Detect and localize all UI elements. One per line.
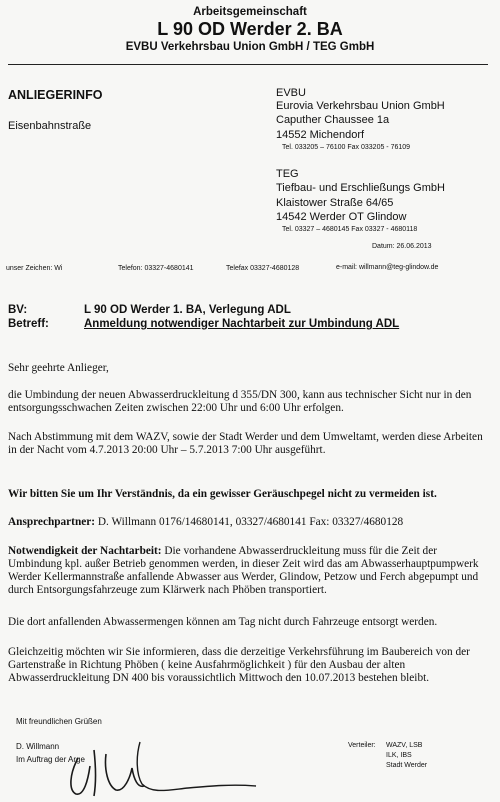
teg-city: 14542 Werder OT Glindow bbox=[276, 211, 407, 223]
header-line1: Arbeitsgemeinschaft bbox=[193, 6, 307, 18]
paragraph-umbindung: die Umbindung der neuen Abwasserdruckleitung d 355/DN 300, kann aus technischer Sicht nur in den entsorgungsschwachen Zeiten zwischen 22:00 Uhr und 6:00 Uhr erfolgen. bbox=[8, 389, 472, 414]
handwritten-signature bbox=[60, 728, 270, 800]
evbu-street: Caputher Chaussee 1a bbox=[276, 114, 390, 126]
greeting: Sehr geehrte Anlieger, bbox=[8, 362, 109, 374]
contact-phone: Telefon: 03327-4680141 bbox=[118, 265, 194, 272]
evbu-phone: Tel. 033205 – 76100 Fax 033205 - 76109 bbox=[282, 144, 411, 151]
contact-email: e-mail: willmann@teg-glindow.de bbox=[336, 264, 439, 271]
street-name: Eisenbahnstraße bbox=[8, 120, 92, 132]
reference-sign: unser Zeichen: Wi bbox=[6, 265, 63, 272]
necessity-label: Notwendigkeit der Nachtarbeit: bbox=[8, 545, 162, 557]
header-title: L 90 OD Werder 2. BA bbox=[157, 19, 343, 39]
betreff-label: Betreff: bbox=[8, 318, 49, 330]
header-divider bbox=[8, 64, 488, 65]
paragraph-notwendigkeit bbox=[8, 545, 492, 597]
contact-person-label: Ansprechpartner: bbox=[8, 516, 96, 528]
teg-phone: Tel. 03327 – 4680145 Fax 03327 - 4680118 bbox=[282, 226, 418, 233]
bv-value: L 90 OD Werder 1. BA, Verlegung ADL bbox=[84, 304, 291, 316]
teg-street: Klaistower Straße 64/65 bbox=[276, 197, 394, 209]
distribution-line3: Stadt Werder bbox=[386, 762, 428, 769]
paragraph-verstaendnis: Wir bitten Sie um Ihr Verständnis, da ein gewisser Geräuschpegel nicht zu vermeiden ist. bbox=[8, 488, 437, 500]
teg-abbr: TEG bbox=[276, 168, 299, 180]
signer-name: D. Willmann bbox=[16, 742, 60, 751]
distribution-line1: WAZV, LSB bbox=[386, 742, 423, 749]
distribution-line2: ILK, IBS bbox=[386, 752, 412, 759]
header-subtitle: EVBU Verkehrsbau Union GmbH / TEG GmbH bbox=[125, 41, 375, 53]
paragraph-abwassermengen: Die dort anfallenden Abwassermengen können am Tag nicht durch Fahrzeuge entsorgt werden. bbox=[8, 616, 438, 628]
signer-role: Im Auftrag der Arge bbox=[16, 755, 85, 764]
necessity-value: Die vorhandene Abwasserdruckleitung muss für die Zeit der Umbindung kpl. außer Betrieb genommen werden, in dieser Zeit wird das am Abwasserhauptpumpwerk Werder Kellermannstraße anfallende Abwasser aus Werder, Glindow, Petzow und Ferch abgepumpt und durch Entsorgungsfahrzeuge zum Klärwerk nach Phöben transportiert. bbox=[8, 545, 479, 596]
contact-fax: Telefax 03327-4680128 bbox=[226, 265, 300, 272]
closing-regards: Mit freundlichen Grüßen bbox=[16, 717, 102, 726]
anliegerinfo-heading: ANLIEGERINFO bbox=[8, 88, 103, 102]
bv-label: BV: bbox=[8, 304, 28, 316]
letter-date: Datum: 26.06.2013 bbox=[372, 243, 432, 250]
evbu-abbr: EVBU bbox=[276, 87, 306, 99]
paragraph-verkehrsfuehrung: Gleichzeitig möchten wir Sie informieren, dass die derzeitige Verkehrsführung im Baubereich von der Gartenstraße in Richtung Phöben ( keine Ausfahrmöglichkeit ) für den Ausbau der alten Abwasserdruckleitung DN 400 bis voraussichtlich Mittwoch den 10.07.2013 bestehen bleibt. bbox=[8, 646, 470, 684]
paragraph-abstimmung: Nach Abstimmung mit dem WAZV, sowie der Stadt Werder und dem Umweltamt, werden diese Arbeiten in der Nacht vom 4.7.2013 20:00 Uhr – 5.7.2013 7:00 Uhr ausgeführt. bbox=[8, 431, 483, 456]
teg-name: Tiefbau- und Erschließungs GmbH bbox=[276, 182, 445, 194]
betreff-value: Anmeldung notwendiger Nachtarbeit zur Umbindung ADL bbox=[84, 318, 400, 330]
evbu-city: 14552 Michendorf bbox=[276, 129, 365, 141]
contact-person bbox=[8, 516, 492, 529]
contact-person-value: D. Willmann 0176/14680141, 03327/4680141 Fax: 03327/4680128 bbox=[95, 516, 404, 528]
distribution-label: Verteiler: bbox=[348, 742, 376, 749]
evbu-name: Eurovia Verkehrsbau Union GmbH bbox=[276, 100, 445, 112]
